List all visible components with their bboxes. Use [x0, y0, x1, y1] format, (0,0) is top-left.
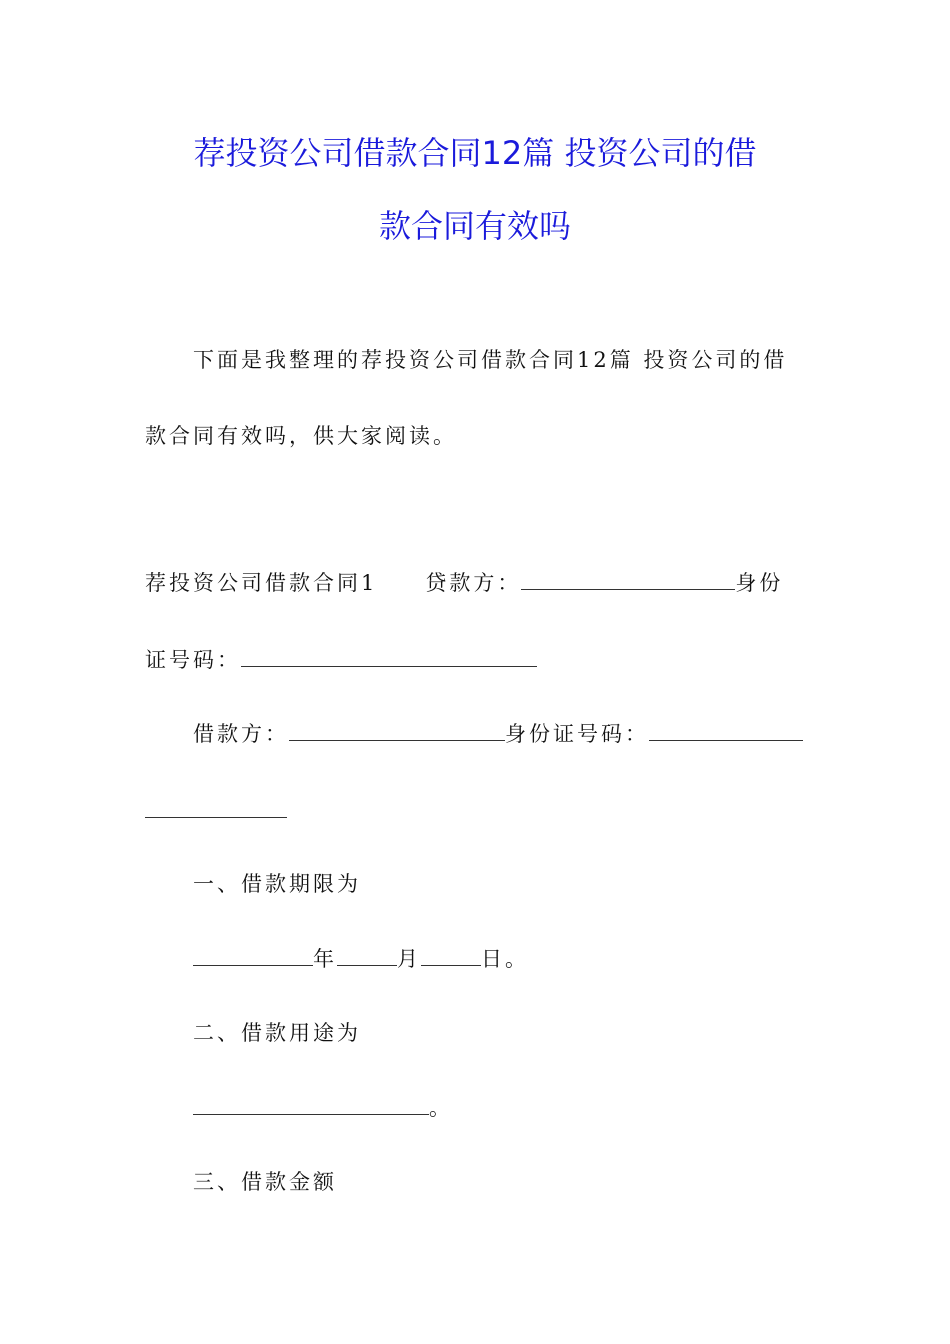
lender-id-row	[145, 646, 537, 674]
borrower-id-blank-part2[interactable]	[145, 799, 287, 818]
document-title-line-2: 款合同有效吗	[378, 207, 571, 245]
loan-purpose-end: 。	[429, 1096, 453, 1120]
intro-paragraph-line-2: 款合同有效吗，供大家阅读。	[145, 424, 457, 448]
lender-row	[145, 569, 783, 597]
borrower-id-label: 身份证号码：	[505, 722, 649, 746]
intro-paragraph-line-1: 下面是我整理的荐投资公司借款合同12篇 投资公司的借	[193, 348, 788, 372]
year-label: 年	[313, 947, 337, 971]
lender-id-label-part2: 证号码：	[145, 648, 241, 672]
document-title-line-1: 荐投资公司借款合同12篇 投资公司的借	[193, 134, 757, 172]
lender-label: 贷款方：	[425, 571, 522, 595]
contract-heading: 荐投资公司借款合同1	[145, 571, 378, 595]
section-2-heading: 二、借款用途为	[193, 1021, 361, 1045]
loan-term-day-blank[interactable]	[421, 947, 481, 966]
borrower-label: 借款方：	[193, 722, 289, 746]
loan-term-month-blank[interactable]	[337, 947, 397, 966]
borrower-row	[193, 720, 803, 748]
loan-purpose-row	[193, 1094, 453, 1122]
borrower-id-continuation-row	[145, 797, 287, 825]
loan-term-row	[193, 945, 529, 973]
section-3-heading: 三、借款金额	[193, 1170, 337, 1194]
loan-term-year-blank[interactable]	[193, 947, 313, 966]
lender-id-blank[interactable]	[241, 648, 537, 667]
section-1-heading: 一、借款期限为	[193, 872, 361, 896]
month-label: 月	[397, 947, 421, 971]
lender-name-blank[interactable]	[521, 571, 735, 590]
day-label: 日。	[481, 947, 529, 971]
borrower-id-blank-part1[interactable]	[649, 722, 803, 741]
borrower-name-blank[interactable]	[289, 722, 505, 741]
lender-id-label-part1: 身份	[735, 571, 784, 595]
loan-purpose-blank[interactable]	[193, 1096, 429, 1115]
